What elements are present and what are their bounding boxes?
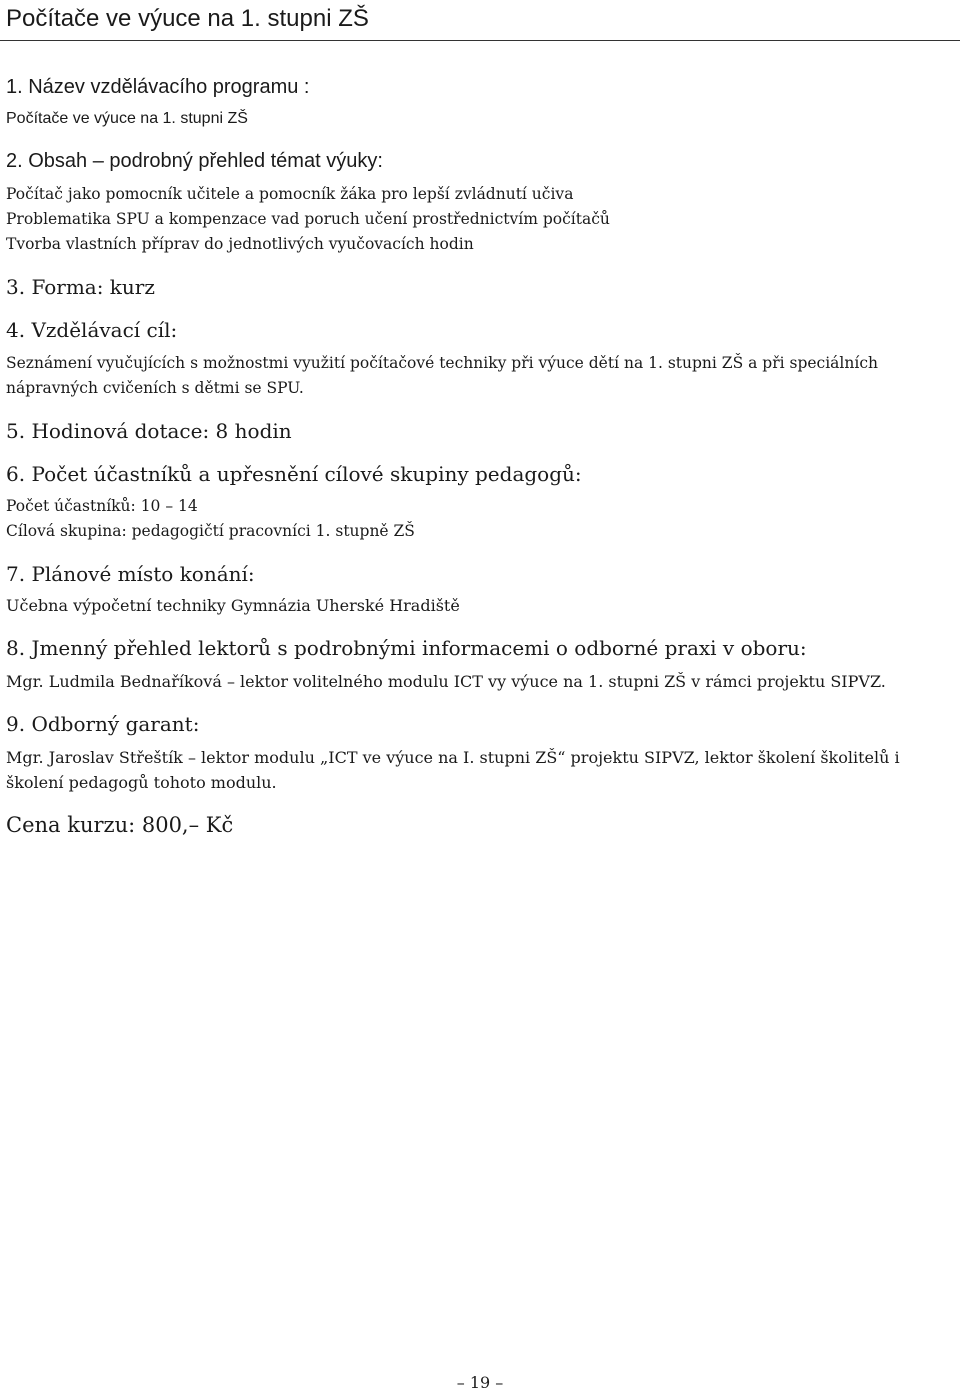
section-1-text: Počítače ve výuce na 1. stupni ZŠ bbox=[6, 110, 248, 127]
section-2-list bbox=[6, 182, 951, 257]
section-8-text: Mgr. Ludmila Bednaříková – lektor volitelného modulu ICT vy výuce na 1. stupni ZŠ v rámci projektu SIPVZ. bbox=[6, 672, 886, 691]
list-item: Problematika SPU a kompenzace vad poruch učení prostřednictvím počítačů bbox=[6, 210, 610, 228]
section-4-heading: 4. Vzdělávací cíl: bbox=[6, 318, 178, 342]
section-5 bbox=[6, 418, 951, 444]
section-9-text-line1: Mgr. Jaroslav Střeštík – lektor modulu „ICT ve výuce na I. stupni ZŠ“ projektu SIPVZ, lektor školení školitelů i bbox=[6, 748, 900, 767]
section-9 bbox=[6, 711, 951, 795]
section-9-text-line2: školení pedagogů tohoto modulu. bbox=[6, 773, 277, 792]
section-4-text-line2: nápravných cvičeních s dětmi se SPU. bbox=[6, 379, 304, 397]
section-7-text: Učebna výpočetní techniky Gymnázia Uherské Hradiště bbox=[6, 596, 460, 615]
section-2-heading: 2. Obsah – podrobný přehled témat výuky: bbox=[6, 150, 383, 172]
price bbox=[6, 812, 951, 838]
section-9-heading: 9. Odborný garant: bbox=[6, 712, 200, 736]
section-7-heading: 7. Plánové místo konání: bbox=[6, 562, 255, 586]
section-1-heading: 1. Název vzdělávacího programu : bbox=[6, 76, 310, 98]
list-item: Tvorba vlastních příprav do jednotlivých vyučovacích hodin bbox=[6, 235, 474, 253]
list-item: Počítač jako pomocník učitele a pomocník žáka pro lepší zvládnutí učiva bbox=[6, 185, 574, 203]
price-heading: Cena kurzu: 800,– Kč bbox=[6, 813, 234, 837]
section-3-heading: 3. Forma: kurz bbox=[6, 275, 155, 299]
section-1 bbox=[6, 74, 951, 131]
page-header-title: Počítače ve výuce na 1. stupni ZŠ bbox=[6, 5, 369, 32]
section-8-heading: 8. Jmenný přehled lektorů s podrobnými informacemi o odborné praxi v oboru: bbox=[6, 636, 807, 660]
document-body bbox=[6, 74, 951, 838]
section-6-participants: Počet účastníků: 10 – 14 bbox=[6, 497, 198, 515]
section-4 bbox=[6, 317, 951, 401]
section-6 bbox=[6, 461, 951, 544]
header-divider bbox=[0, 40, 960, 41]
section-7 bbox=[6, 561, 951, 618]
section-4-text-line1: Seznámení vyučujících s možnostmi využití počítačové techniky při výuce dětí na 1. stupni ZŠ a při speciálních bbox=[6, 354, 878, 372]
section-6-heading: 6. Počet účastníků a upřesnění cílové skupiny pedagogů: bbox=[6, 462, 582, 486]
section-3 bbox=[6, 274, 951, 300]
section-5-heading: 5. Hodinová dotace: 8 hodin bbox=[6, 419, 292, 443]
section-8 bbox=[6, 635, 951, 694]
section-2 bbox=[6, 148, 951, 174]
page-number: – 19 – bbox=[456, 1373, 504, 1392]
section-6-target-group: Cílová skupina: pedagogičtí pracovníci 1. stupně ZŠ bbox=[6, 522, 415, 540]
